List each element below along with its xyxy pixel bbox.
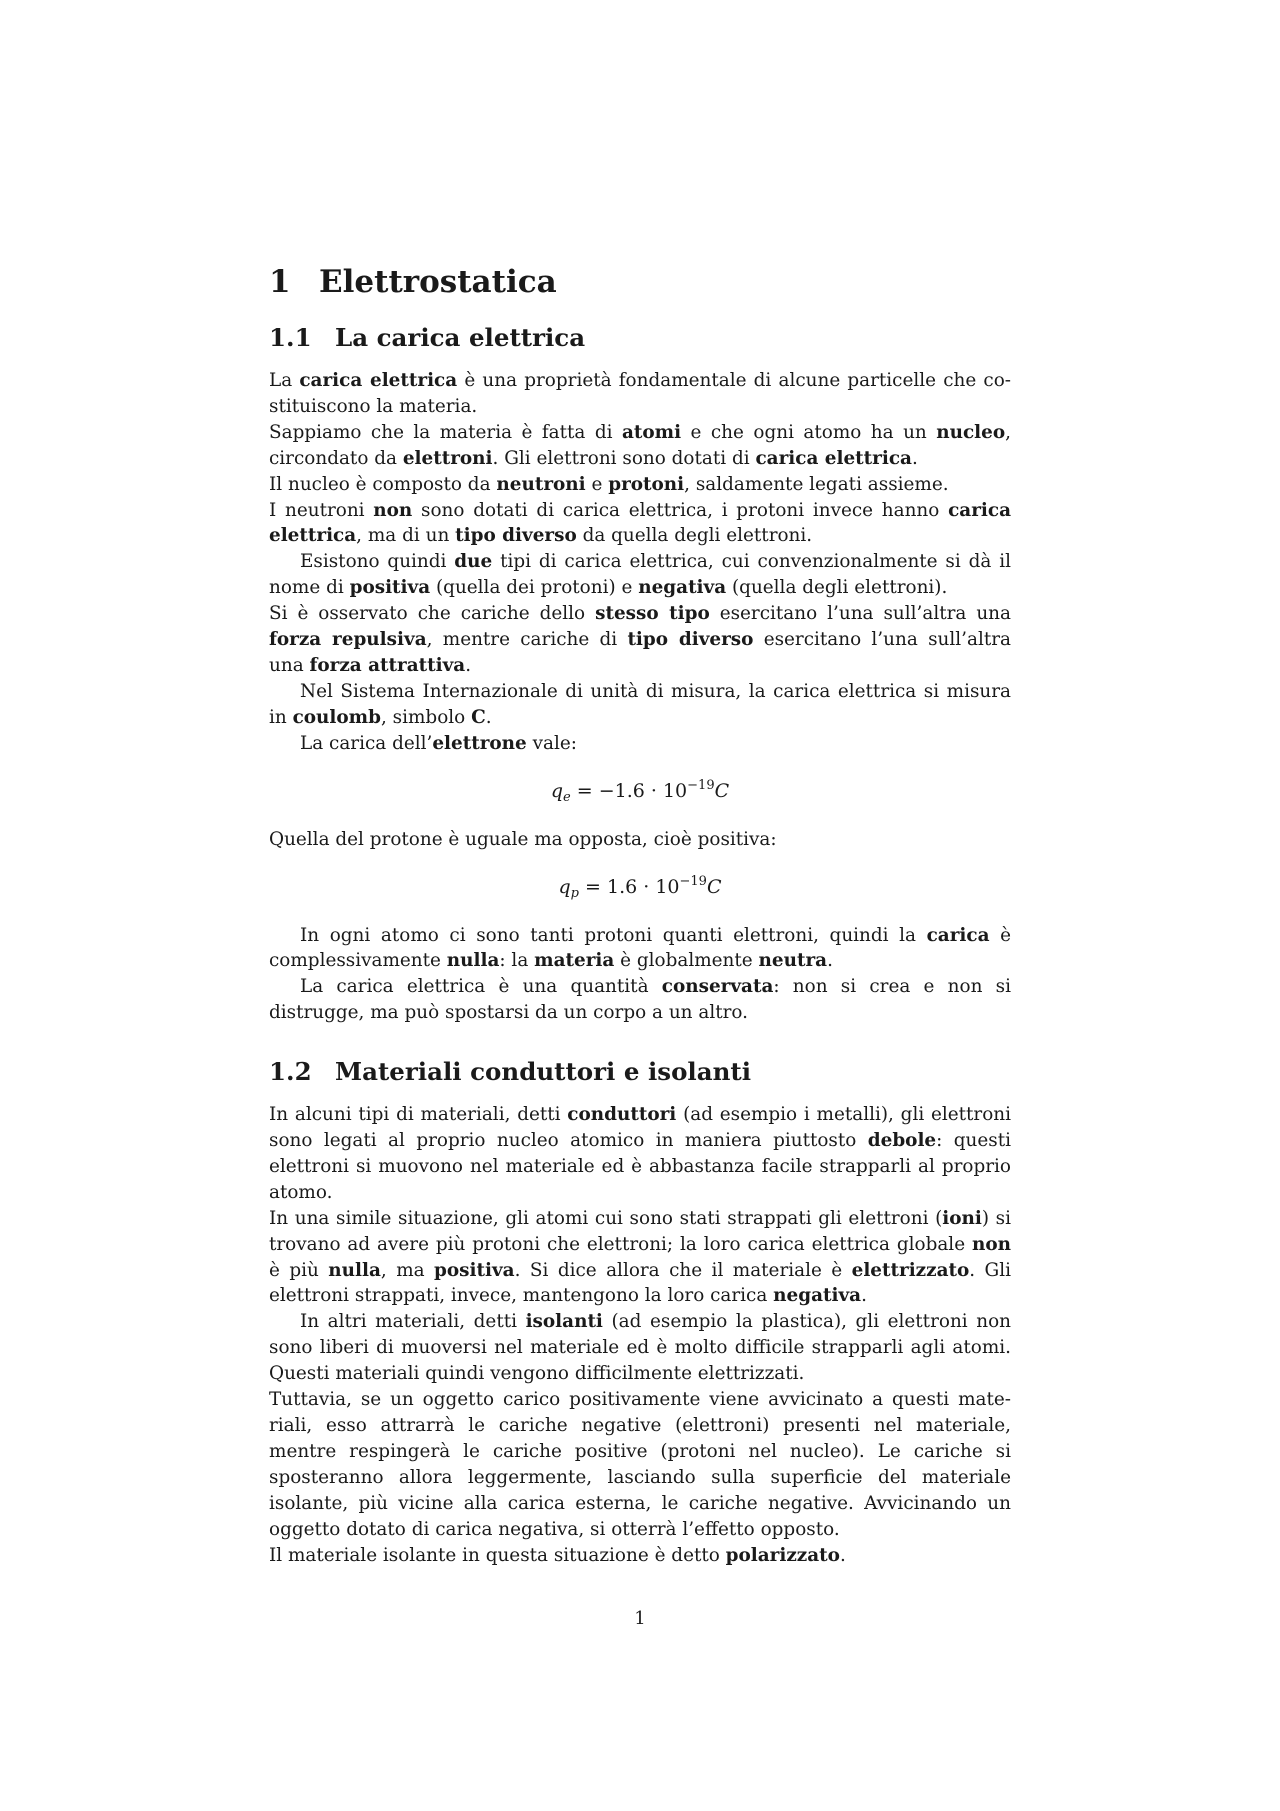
- bold-term: elettroni: [402, 447, 493, 469]
- text-run: .: [911, 447, 918, 469]
- bold-term: conservata: [661, 976, 774, 998]
- bold-term: debole: [867, 1130, 937, 1152]
- text-run: La: [269, 370, 300, 391]
- text-run: , ma di un: [356, 525, 456, 547]
- text-run: Quella del protone è uguale ma opposta, cioè positiva:: [269, 828, 777, 850]
- paragraph: [269, 1543, 1011, 1569]
- paragraph: [269, 498, 1011, 550]
- paragraph: [269, 974, 1011, 1026]
- bold-term: materia: [534, 950, 615, 972]
- bold-term: forza repulsiva: [269, 629, 427, 651]
- subsection-heading: [269, 322, 1011, 354]
- bold-term: protoni: [608, 473, 685, 495]
- eq-unit: C: [706, 875, 722, 898]
- paragraph: [269, 549, 1011, 601]
- text-run: .: [839, 1544, 846, 1566]
- bold-term: carica: [926, 924, 990, 946]
- text-run: è più: [269, 1259, 329, 1281]
- eq-sub: p: [570, 885, 579, 901]
- text-run: (quella degli elettroni).: [726, 577, 948, 599]
- bold-term: forza attrattiva: [309, 654, 466, 676]
- text-run: : questi elettroni si muovono nel materiale ed è abbastanza facile strapparli al proprio atomo.: [269, 1130, 1011, 1203]
- bold-term: tipo diverso: [627, 629, 754, 651]
- text-run: .: [827, 950, 833, 972]
- equation-electron-charge: [269, 773, 1011, 811]
- equation-proton-charge: [269, 869, 1011, 907]
- section-heading: [269, 262, 1011, 302]
- text-run: Sappiamo che la materia è fatta di: [269, 421, 622, 443]
- text-run: Esistono quindi: [300, 551, 455, 573]
- bold-term: carica elettrica: [755, 447, 912, 469]
- subsection-title: La carica elettrica: [335, 323, 586, 352]
- text-run: , circondato da: [269, 421, 1011, 469]
- text-run: In ogni atomo ci sono tanti protoni quanti elettroni, quindi la: [300, 924, 927, 946]
- subsection-title: Materiali conduttori e isolanti: [335, 1057, 752, 1087]
- text-run: tipi di carica elettrica, cui convenzionalmente si dà il nome di: [269, 551, 1011, 599]
- bold-term: negativa: [638, 577, 727, 599]
- paragraph: [269, 420, 1011, 472]
- bold-term: atomi: [621, 421, 682, 443]
- page-number: 1: [634, 1608, 646, 1629]
- paragraph: [269, 1387, 1011, 1542]
- text-run: .: [465, 654, 472, 676]
- eq-exp: −19: [679, 873, 707, 889]
- bold-term: nulla: [446, 950, 500, 972]
- subsection-heading: [269, 1056, 1011, 1088]
- bold-term: non: [971, 1233, 1011, 1255]
- text-run: (ad esempio la plastica), gli elettroni non sono liberi di muoversi nel materiale ed è molto difficile strapparli agli atomi. Questi materiali quindi vengono difficilmente elettrizzati.: [269, 1311, 1011, 1385]
- bold-term: carica elettrica: [269, 499, 1011, 547]
- text-run: è una proprietà fondamentale di alcune particelle che costituiscono la materia.: [269, 370, 1011, 417]
- paragraph: [269, 601, 1011, 679]
- bold-term: neutra: [758, 950, 828, 972]
- text-run: sono dotati di carica elettrica, i protoni invece hanno: [412, 499, 949, 521]
- paragraph: [269, 1102, 1011, 1206]
- bold-term: non: [373, 499, 413, 521]
- text-run: In altri materiali, detti: [300, 1311, 526, 1333]
- text-run: Si è osservato che cariche dello: [269, 603, 596, 625]
- section-title: Elettrostatica: [319, 264, 557, 300]
- text-run: e che ogni atomo ha un: [681, 421, 937, 443]
- text-run: esercitano l’una sull’altra una: [269, 629, 1011, 676]
- text-run: In una simile situazione, gli atomi cui sono stati strappati gli elettroni (: [269, 1207, 943, 1229]
- bold-term: nulla: [328, 1259, 381, 1281]
- subsection-number: 1.1: [269, 323, 312, 352]
- text-run: . Gli elettroni strappati, invece, mantengono la loro carica: [269, 1259, 1011, 1307]
- eq-var: q: [558, 875, 571, 898]
- bold-term: elettrone: [432, 732, 527, 754]
- text-run: Il materiale isolante in questa situazione è detto: [269, 1544, 726, 1566]
- bold-term: C: [471, 706, 486, 728]
- page-content: [269, 262, 1011, 1568]
- text-run: Nel Sistema Internazionale di unità di misura, la carica elettrica si misura in: [269, 680, 1011, 728]
- bold-term: elettrizzato: [851, 1259, 970, 1281]
- paragraph: [269, 368, 1011, 420]
- text-run: I neutroni: [269, 499, 374, 521]
- text-run: , simbolo: [380, 706, 472, 728]
- text-run: (ad esempio i metalli), gli elettroni sono legati al proprio nucleo atomico in maniera piuttosto: [269, 1104, 1011, 1152]
- text-run: . Gli elettroni sono dotati di: [492, 447, 756, 469]
- text-run: La carica dell’: [300, 732, 433, 754]
- text-run: La carica elettrica è una quantità: [300, 976, 662, 998]
- bold-term: due: [454, 551, 493, 573]
- eq-rhs: = 1.6 · 10: [579, 875, 680, 898]
- bold-term: carica elettrica: [299, 370, 458, 391]
- text-run: Tuttavia, se un oggetto carico positivamente viene avvicinato a questi materiali, esso attrarrà le cariche negative (elettroni) presenti nel materiale, mentre respingerà le cariche positive (protoni nel nucleo). Le cariche si sposteranno allora leggermente, lasciando sulla superficie del materiale isolante, più vicine alla carica esterna, le cariche negative. Avvicinando un oggetto dotato di carica negativa, si otterrà l’effetto opposto.: [269, 1389, 1011, 1540]
- paragraph: [269, 731, 1011, 757]
- eq-rhs: = −1.6 · 10: [570, 779, 688, 802]
- text-run: In alcuni tipi di materiali, detti: [269, 1104, 568, 1126]
- bold-term: nucleo: [936, 421, 1006, 443]
- bold-term: tipo diverso: [455, 525, 577, 547]
- eq-var: q: [550, 779, 564, 802]
- paragraph: [269, 679, 1011, 731]
- bold-term: ioni: [942, 1207, 982, 1229]
- section-number: 1: [269, 264, 291, 300]
- paragraph: [269, 472, 1011, 498]
- bold-term: positiva: [349, 577, 431, 599]
- subsection-number: 1.2: [269, 1057, 312, 1087]
- text-run: vale:: [526, 732, 577, 754]
- paragraph: [269, 1206, 1011, 1310]
- text-run: : la: [499, 950, 535, 972]
- paragraph: [269, 827, 1011, 853]
- text-run: . Si dice allora che il materiale è: [514, 1259, 852, 1281]
- text-run: è complessivamente: [269, 924, 1012, 972]
- eq-exp: −19: [687, 777, 715, 793]
- bold-term: negativa: [773, 1285, 862, 1307]
- text-run: (quella dei protoni) e: [430, 577, 639, 599]
- bold-term: positiva: [434, 1259, 515, 1281]
- text-run: .: [861, 1285, 867, 1307]
- text-run: da quella degli elettroni.: [576, 525, 813, 547]
- text-run: è globalmente: [614, 950, 759, 972]
- text-run: , saldamente legati assieme.: [684, 473, 949, 495]
- bold-term: isolanti: [525, 1311, 603, 1333]
- bold-term: conduttori: [567, 1104, 677, 1126]
- text-run: e: [585, 473, 609, 495]
- text-run: .: [485, 706, 492, 728]
- text-run: esercitano l’una sull’altra una: [709, 603, 1011, 625]
- bold-term: coulomb: [292, 706, 381, 728]
- bold-term: neutroni: [496, 473, 586, 495]
- text-run: , ma: [380, 1259, 435, 1281]
- paragraph: [269, 1309, 1011, 1387]
- paragraph: [269, 923, 1011, 975]
- bold-term: stesso tipo: [595, 603, 710, 625]
- text-run: Il nucleo è composto da: [269, 473, 497, 495]
- text-run: : non si crea e non si distrugge, ma può spostarsi da un corpo a un altro.: [269, 976, 1011, 1024]
- eq-sub: e: [563, 789, 571, 805]
- text-run: ) si trovano ad avere più protoni che elettroni; la loro carica elettrica globale: [269, 1207, 1012, 1255]
- text-run: , mentre cariche di: [426, 629, 628, 651]
- bold-term: polarizzato: [725, 1544, 840, 1566]
- eq-unit: C: [714, 779, 730, 802]
